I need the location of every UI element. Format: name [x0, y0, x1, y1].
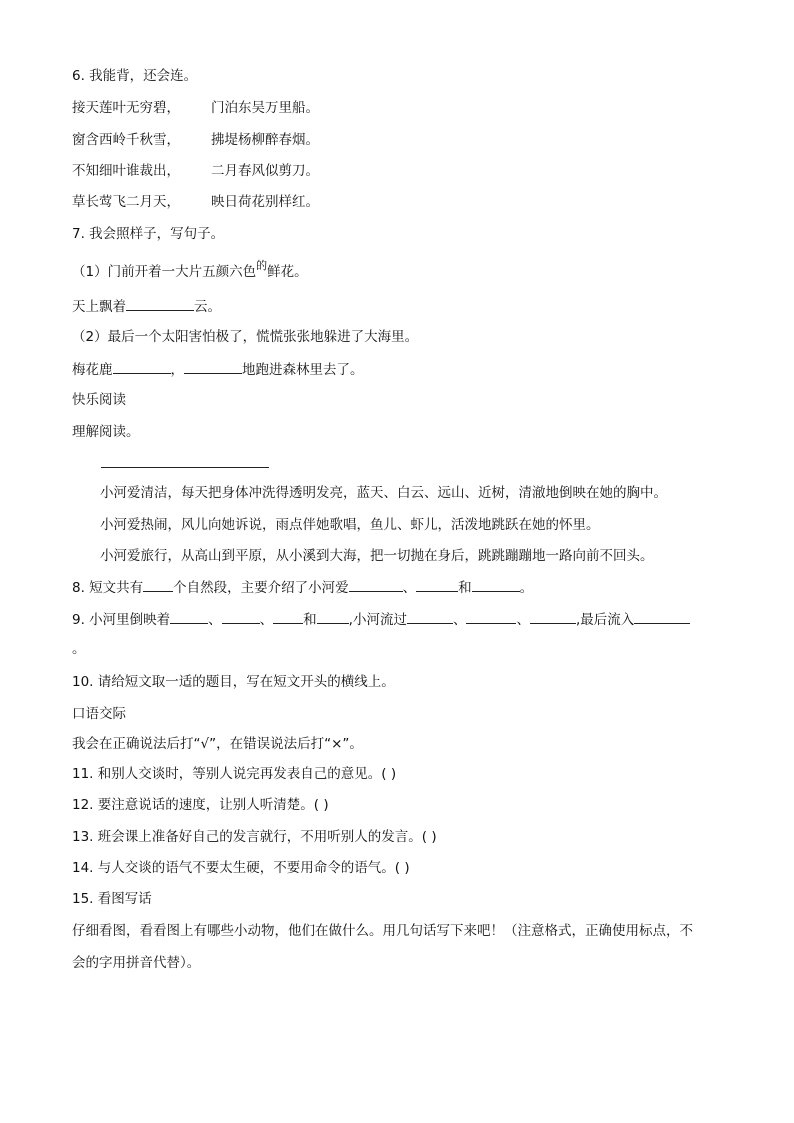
answer-blank[interactable]	[317, 609, 349, 624]
poem-left: 草长莺飞二月天，	[72, 194, 180, 210]
answer-blank[interactable]	[472, 577, 520, 592]
passage-title-blank[interactable]	[101, 467, 269, 468]
judgement-item[interactable]: 14. 与人交谈的语气不要太生硬，不要用命令的语气。( )	[72, 860, 410, 876]
reading-instruction: 理解阅读。	[72, 424, 140, 440]
q8: 8. 短文共有 个自然段，主要介绍了小河爱 、 和 。	[72, 577, 533, 598]
poem-right: 二月春风似剪刀。	[211, 163, 319, 179]
answer-blank[interactable]	[273, 609, 303, 624]
judgement-item[interactable]: 11. 和别人交谈时，等别人说完再发表自己的意见。( )	[72, 766, 397, 782]
answer-blank[interactable]	[184, 359, 242, 374]
passage-paragraph: 小河爱热闹，风儿向她诉说，雨点伴她歌唱，鱼儿、虾儿，活泼地跳跃在她的怀里。	[100, 517, 600, 533]
poem-right: 门泊东吴万里船。	[211, 100, 319, 116]
answer-blank[interactable]	[407, 609, 453, 624]
q10: 10. 请给短文取一适的题目，写在短文开头的横线上。	[72, 674, 395, 690]
poem-left: 窗含西岭千秋雪，	[72, 132, 180, 148]
q7-answer-1: 天上飘着 云。	[72, 296, 221, 317]
answer-blank[interactable]	[143, 577, 173, 592]
poem-pair	[72, 161, 372, 181]
poem-pair	[72, 98, 372, 118]
passage-paragraph: 小河爱清洁，每天把身体冲洗得透明发亮，蓝天、白云、远山、近树，清澈地倒映在她的胸中。	[100, 485, 667, 501]
answer-blank[interactable]	[466, 609, 516, 624]
q9: 9. 小河里倒映着 、 、 和 ,小河流过 、 、 ,最后流入	[72, 609, 690, 630]
poem-left: 接天莲叶无穷碧，	[72, 100, 180, 116]
q15-heading: 15. 看图写话	[72, 891, 152, 907]
answer-blank[interactable]	[530, 609, 576, 624]
answer-blank[interactable]	[126, 296, 194, 311]
poem-right: 映日荷花别样红。	[211, 194, 319, 210]
section-oral: 口语交际	[72, 706, 126, 722]
q15-instruction: 会的字用拼音代替）。	[72, 955, 201, 971]
judgement-item[interactable]: 13. 班会课上准备好自己的发言就行，不用听别人的发言。( )	[72, 829, 437, 845]
oral-instruction: 我会在正确说法后打“√”，在错误说法后打“×”。	[72, 736, 363, 752]
answer-blank[interactable]	[222, 609, 260, 624]
section-reading: 快乐阅读	[72, 392, 126, 408]
answer-blank[interactable]	[113, 359, 171, 374]
q6-heading: 6. 我能背，还会连。	[72, 68, 198, 84]
passage-paragraph: 小河爱旅行，从高山到平原，从小溪到大海，把一切抛在身后，跳跳蹦蹦地一路向前不回头。	[100, 548, 654, 564]
answer-blank[interactable]	[349, 577, 403, 592]
q15-instruction: 仔细看图，看看图上有哪些小动物，他们在做什么。用几句话写下来吧！（注意格式，正确使用标点，不	[72, 923, 693, 939]
poem-left: 不知细叶谁裁出，	[72, 163, 180, 179]
answer-blank[interactable]	[634, 609, 690, 624]
poem-right: 拂堤杨柳醉春烟。	[211, 132, 319, 148]
answer-blank[interactable]	[170, 609, 208, 624]
answer-blank[interactable]	[416, 577, 458, 592]
judgement-item[interactable]: 12. 要注意说话的速度，让别人听清楚。( )	[72, 797, 329, 813]
q9-end: 。	[72, 641, 86, 657]
poem-pair	[72, 192, 372, 212]
q7-example-2: （2）最后一个太阳害怕极了，慌慌张张地躲进了大海里。	[72, 329, 419, 345]
q7-example-1: （1）门前开着一大片五颜六色$^的$鲜花。	[72, 259, 308, 280]
q7-heading: 7. 我会照样子，写句子。	[72, 226, 225, 242]
q7-answer-2: 梅花鹿 ， 地跑进森林里去了。	[72, 359, 364, 380]
poem-pair	[72, 130, 372, 150]
